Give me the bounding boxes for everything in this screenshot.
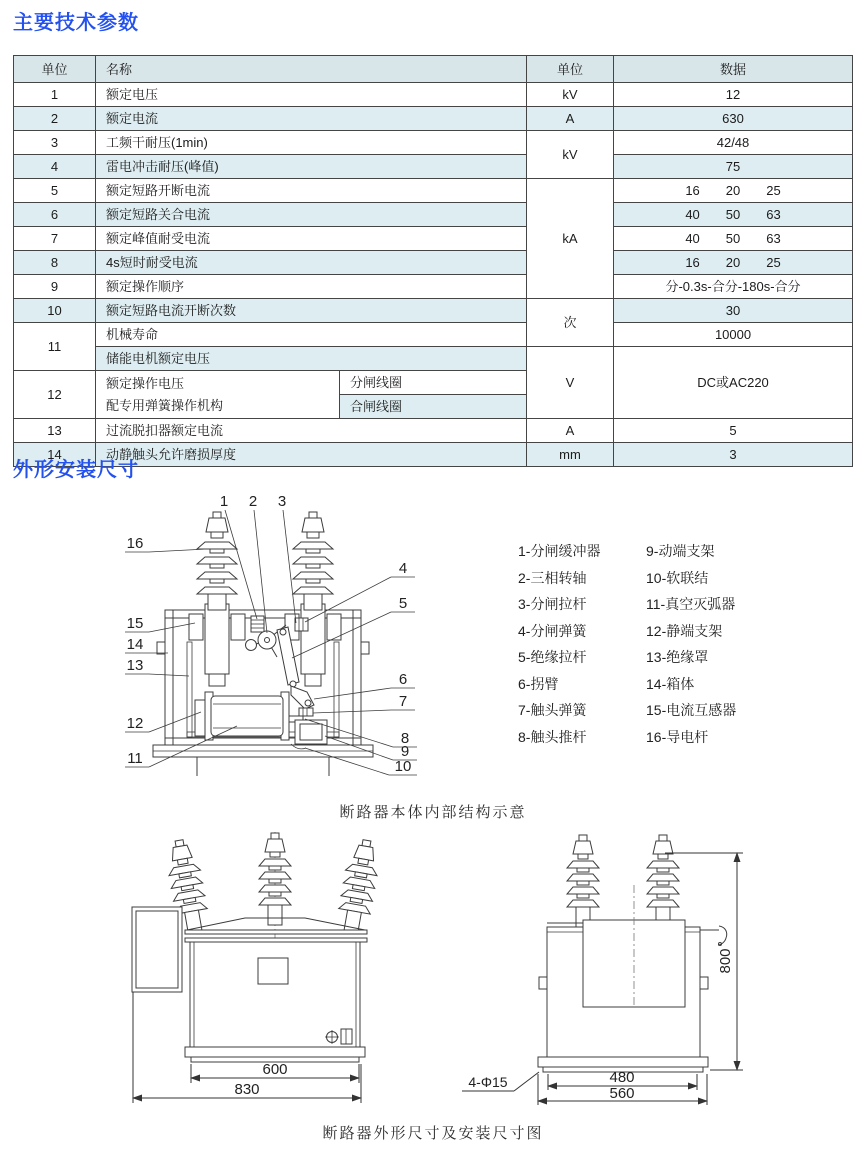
table-row bbox=[14, 347, 853, 371]
table-row bbox=[14, 443, 853, 467]
callout-2: 2 bbox=[248, 493, 258, 510]
cell-name: 过流脱扣器额定电流 bbox=[96, 419, 527, 443]
parts-legend bbox=[518, 538, 736, 750]
table-row bbox=[14, 203, 853, 227]
cell-data: 42/48 bbox=[614, 131, 853, 155]
cell-no-merged: 12 bbox=[14, 371, 96, 419]
vacuum-interrupter bbox=[205, 692, 289, 740]
cell-unit-merged: kV bbox=[527, 131, 614, 179]
cell-no: 10 bbox=[14, 299, 96, 323]
cell-name: 额定电流 bbox=[96, 107, 527, 131]
legend-item: 11-真空灭弧器 bbox=[646, 596, 736, 612]
cell-name: 动静触头允许磨损厚度 bbox=[96, 443, 527, 467]
cell-data: 10000 bbox=[614, 323, 853, 347]
table-row bbox=[14, 227, 853, 251]
opening-spring bbox=[295, 618, 308, 631]
cell-unit-merged: V bbox=[527, 347, 614, 419]
tank-front bbox=[185, 918, 367, 1047]
cell-data-merged: DC或AC220 bbox=[614, 347, 853, 419]
cell-unit: A bbox=[527, 107, 614, 131]
caption-internal-structure: 断路器本体内部结构示意 bbox=[339, 804, 527, 821]
cell-name: 额定短路关合电流 bbox=[96, 203, 527, 227]
cell-data: 12 bbox=[614, 83, 853, 107]
operating-voltage-label: 额定操作电压 bbox=[106, 375, 185, 391]
cell-data: 75 bbox=[614, 155, 853, 179]
cell-name: 额定短路开断电流 bbox=[96, 179, 527, 203]
cell-name: 机械寿命 bbox=[96, 323, 527, 347]
callout-5: 5 bbox=[398, 595, 408, 612]
legend-item: 8-触头推杆 bbox=[518, 728, 587, 745]
section-title-parameters: 主要技术参数 bbox=[13, 12, 139, 34]
legend-item: 7-触头弹簧 bbox=[518, 702, 587, 718]
table-row bbox=[14, 155, 853, 179]
table-header-row bbox=[14, 56, 853, 83]
legend-item: 4-分闸弹簧 bbox=[518, 622, 587, 639]
cell-no: 9 bbox=[14, 275, 96, 299]
legend-item: 14-箱体 bbox=[646, 675, 695, 692]
cell-name: 额定操作顺序 bbox=[96, 275, 527, 299]
callout-8: 8 bbox=[400, 730, 410, 747]
callout-7: 7 bbox=[398, 693, 408, 710]
cell-no: 4 bbox=[14, 155, 96, 179]
cell-data: 5 bbox=[614, 419, 853, 443]
cell-no: 7 bbox=[14, 227, 96, 251]
cell-no: 5 bbox=[14, 179, 96, 203]
static-end-bracket bbox=[195, 700, 205, 736]
legend-item: 10-软联结 bbox=[646, 569, 709, 586]
cell-name: 额定短路电流开断次数 bbox=[96, 299, 527, 323]
table-row bbox=[14, 251, 853, 275]
cell-no: 8 bbox=[14, 251, 96, 275]
cell-coil-close: 合闸线圈 bbox=[340, 395, 527, 419]
table-row bbox=[14, 83, 853, 107]
header-name: 名称 bbox=[96, 56, 527, 83]
callout-3: 3 bbox=[277, 493, 287, 510]
callout-16: 16 bbox=[126, 535, 144, 552]
callout-14: 14 bbox=[126, 636, 144, 653]
bushing-side-right bbox=[647, 835, 679, 927]
cell-data: 分-0.3s-合分-180s-合分 bbox=[614, 275, 853, 299]
cell-data: 40 50 63 bbox=[614, 203, 853, 227]
table-row bbox=[14, 323, 853, 347]
legend-item: 2-三相转轴 bbox=[518, 569, 587, 586]
cell-coil-open: 分闸线圈 bbox=[340, 371, 527, 395]
mechanism-box bbox=[132, 907, 182, 992]
callout-15: 15 bbox=[126, 615, 144, 632]
cell-name: 4s短时耐受电流 bbox=[96, 251, 527, 275]
dim-480: 480 bbox=[609, 1069, 635, 1086]
header-no: 单位 bbox=[14, 56, 96, 83]
cell-no: 14 bbox=[14, 443, 96, 467]
legend-item: 16-导电杆 bbox=[646, 728, 709, 745]
internal-structure-drawing bbox=[115, 492, 435, 792]
cell-name: 雷电冲击耐压(峰值) bbox=[96, 155, 527, 179]
legend-item: 12-静端支架 bbox=[646, 622, 723, 639]
callout-12: 12 bbox=[126, 715, 144, 732]
cell-unit: kV bbox=[527, 83, 614, 107]
table-row bbox=[14, 299, 853, 323]
cell-unit: A bbox=[527, 419, 614, 443]
legend-item: 15-电流互感器 bbox=[646, 702, 737, 718]
dim-800: 800 bbox=[717, 948, 734, 974]
table-row bbox=[14, 419, 853, 443]
cell-unit-merged: 次 bbox=[527, 299, 614, 347]
legend-item: 1-分闸缓冲器 bbox=[518, 543, 601, 559]
dim-830: 830 bbox=[234, 1081, 260, 1098]
lifting-hook bbox=[700, 926, 727, 946]
dim-560: 560 bbox=[609, 1085, 635, 1102]
front-view-drawing bbox=[95, 830, 385, 1115]
contact-spring bbox=[299, 708, 313, 716]
table-row bbox=[14, 131, 853, 155]
cell-data: 16 20 25 bbox=[614, 179, 853, 203]
callout-1: 1 bbox=[219, 493, 229, 510]
section-title-dimensions: 外形安装尺寸 bbox=[13, 459, 139, 481]
cell-data: 30 bbox=[614, 299, 853, 323]
cell-no: 3 bbox=[14, 131, 96, 155]
cell-no: 13 bbox=[14, 419, 96, 443]
callout-4: 4 bbox=[398, 560, 408, 577]
cell-no: 2 bbox=[14, 107, 96, 131]
cell-data: 40 50 63 bbox=[614, 227, 853, 251]
legend-item: 13-绝缘罩 bbox=[646, 649, 709, 665]
legend-item: 6-拐臂 bbox=[518, 675, 559, 692]
cell-name: 额定电压 bbox=[96, 83, 527, 107]
bushing-center bbox=[259, 833, 291, 925]
cell-name: 额定峰值耐受电流 bbox=[96, 227, 527, 251]
parameters-table bbox=[13, 55, 853, 467]
base-front bbox=[185, 1047, 365, 1062]
cell-unit: mm bbox=[527, 443, 614, 467]
opening-buffer bbox=[251, 616, 264, 632]
cell-no: 1 bbox=[14, 83, 96, 107]
cell-data: 3 bbox=[614, 443, 853, 467]
cell-data: 630 bbox=[614, 107, 853, 131]
callout-9: 9 bbox=[400, 743, 410, 760]
spring-mechanism-label: 配专用弹簧操作机构 bbox=[106, 397, 224, 413]
table-row bbox=[14, 275, 853, 299]
callout-11: 11 bbox=[127, 750, 143, 767]
legend-item: 5-绝缘拉杆 bbox=[518, 649, 587, 665]
cell-no: 6 bbox=[14, 203, 96, 227]
cell-no-merged: 11 bbox=[14, 323, 96, 371]
header-data: 数据 bbox=[614, 56, 853, 83]
callout-10: 10 bbox=[394, 758, 412, 775]
side-view-drawing bbox=[450, 830, 760, 1115]
cell-data: 16 20 25 bbox=[614, 251, 853, 275]
bushing-right bbox=[335, 838, 382, 934]
legend-item: 9-动端支架 bbox=[646, 543, 715, 559]
cell-name: 工频干耐压(1min) bbox=[96, 131, 527, 155]
crank-arm bbox=[291, 686, 314, 709]
cell-unit-merged: kA bbox=[527, 179, 614, 299]
table-row bbox=[14, 179, 853, 203]
dim-600: 600 bbox=[262, 1061, 288, 1078]
bushing-side-left bbox=[567, 835, 599, 927]
table-row bbox=[14, 107, 853, 131]
caption-outline-dimensions: 断路器外形尺寸及安装尺寸图 bbox=[322, 1125, 544, 1142]
legend-item: 3-分闸拉杆 bbox=[518, 596, 587, 612]
callout-13: 13 bbox=[126, 657, 144, 674]
dim-holes: 4-Φ15 bbox=[468, 1074, 508, 1090]
cell-name-merged bbox=[96, 371, 340, 419]
callout-6: 6 bbox=[398, 671, 408, 688]
cell-name: 储能电机额定电压 bbox=[96, 347, 527, 371]
header-unit: 单位 bbox=[527, 56, 614, 83]
